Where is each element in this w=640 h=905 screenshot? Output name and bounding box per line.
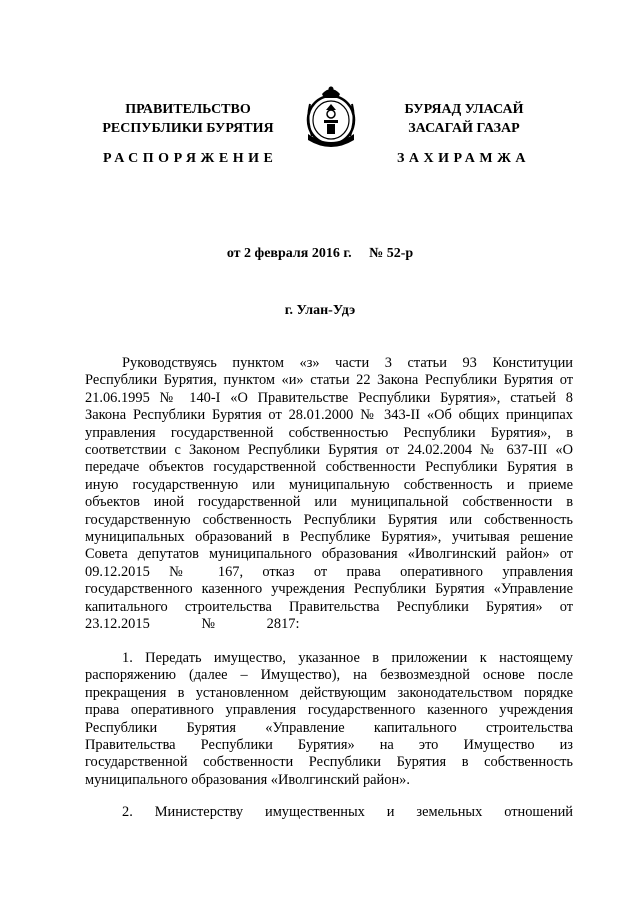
header-right xyxy=(370,100,558,138)
document-date: от 2 февраля 2016 г. xyxy=(226,246,352,261)
text-line: государственной собственности Республики Бурятия в собственность xyxy=(85,754,573,771)
coat-of-arms-icon xyxy=(302,84,360,150)
text-line: Правительства Республики Бурятия» на это Имущество из xyxy=(85,737,573,754)
text-line: распоряжению (далее – Имущество), на безвозмездной основе после xyxy=(85,667,573,684)
dateline xyxy=(0,246,640,262)
text-line: Совета депутатов муниципального образования «Иволгинский район» от xyxy=(85,546,573,563)
text-line: 21.06.1995 № 140-I «О Правительстве Республики Бурятия», статьей 8 xyxy=(85,389,573,406)
header-right-line2: ЗАСАГАЙ ГАЗАР xyxy=(408,121,520,136)
text-line: государственного казенного учреждения Республики Бурятия «Управление xyxy=(85,581,573,598)
header-left-doctype: РАСПОРЯЖЕНИЕ xyxy=(103,151,278,166)
header-right-doctype: ЗАХИРАМЖА xyxy=(397,151,531,166)
header-left-line1: ПРАВИТЕЛЬСТВО xyxy=(125,102,251,117)
text-line: Руководствуясь пунктом «з» части 3 статьи 93 Конституции xyxy=(122,355,573,371)
document-number: № 52-р xyxy=(369,246,414,261)
text-line: передаче объектов государственной собственности Республики Бурятия в xyxy=(85,459,573,476)
text-line: 23.12.2015 № 2817: xyxy=(85,616,300,633)
paragraph-1 xyxy=(85,355,573,634)
text-line: 09.12.2015 № 167, отказ от права оперативного управления xyxy=(85,563,573,580)
text-line: Закона Республики Бурятия от 28.01.2000 № 343-II «Об общих принципах xyxy=(85,407,573,424)
text-line: объектов иной государственной или муниципальной собственности в xyxy=(85,494,573,511)
text-line: муниципальных образований в Республике Бурятия», учитывая решение xyxy=(85,529,573,546)
text-line: государственную собственность Республики Бурятия или собственность xyxy=(85,511,573,528)
text-line: 1. Передать имущество, указанное в приложении к настоящему xyxy=(122,650,573,666)
text-line: капитального строительства Правительства Республики Бурятия» от xyxy=(85,598,573,615)
text-line: прекращения в установленном действующим законодательством порядке xyxy=(85,684,573,701)
text-line: 2. Министерству имущественных и земельных отношений xyxy=(122,804,573,820)
text-line: права оперативного управления государственного казенного учреждения xyxy=(85,702,573,719)
text-line: Республики Бурятия «Управление капитального строительства xyxy=(85,719,573,736)
text-line: иную государственную или муниципальную собственность и приеме xyxy=(85,476,573,493)
text-line: соответствии с Законом Республики Бурятия от 24.02.2004 № 637-III «О xyxy=(85,442,573,459)
paragraph-3 xyxy=(85,804,573,821)
header-left xyxy=(88,100,288,138)
paragraph-2 xyxy=(85,650,573,789)
text-line: Республики Бурятия, пунктом «и» статьи 22 Закона Республики Бурятия от xyxy=(85,372,573,389)
header-right-line1: БУРЯАД УЛАСАЙ xyxy=(404,102,524,117)
text-line: управления государственной собственностью Республики Бурятия», в xyxy=(85,424,573,441)
text-line: муниципального образования «Иволгинский район». xyxy=(85,771,410,788)
header-left-line2: РЕСПУБЛИКИ БУРЯТИЯ xyxy=(102,121,274,136)
city: г. Улан-Удэ xyxy=(284,303,356,318)
